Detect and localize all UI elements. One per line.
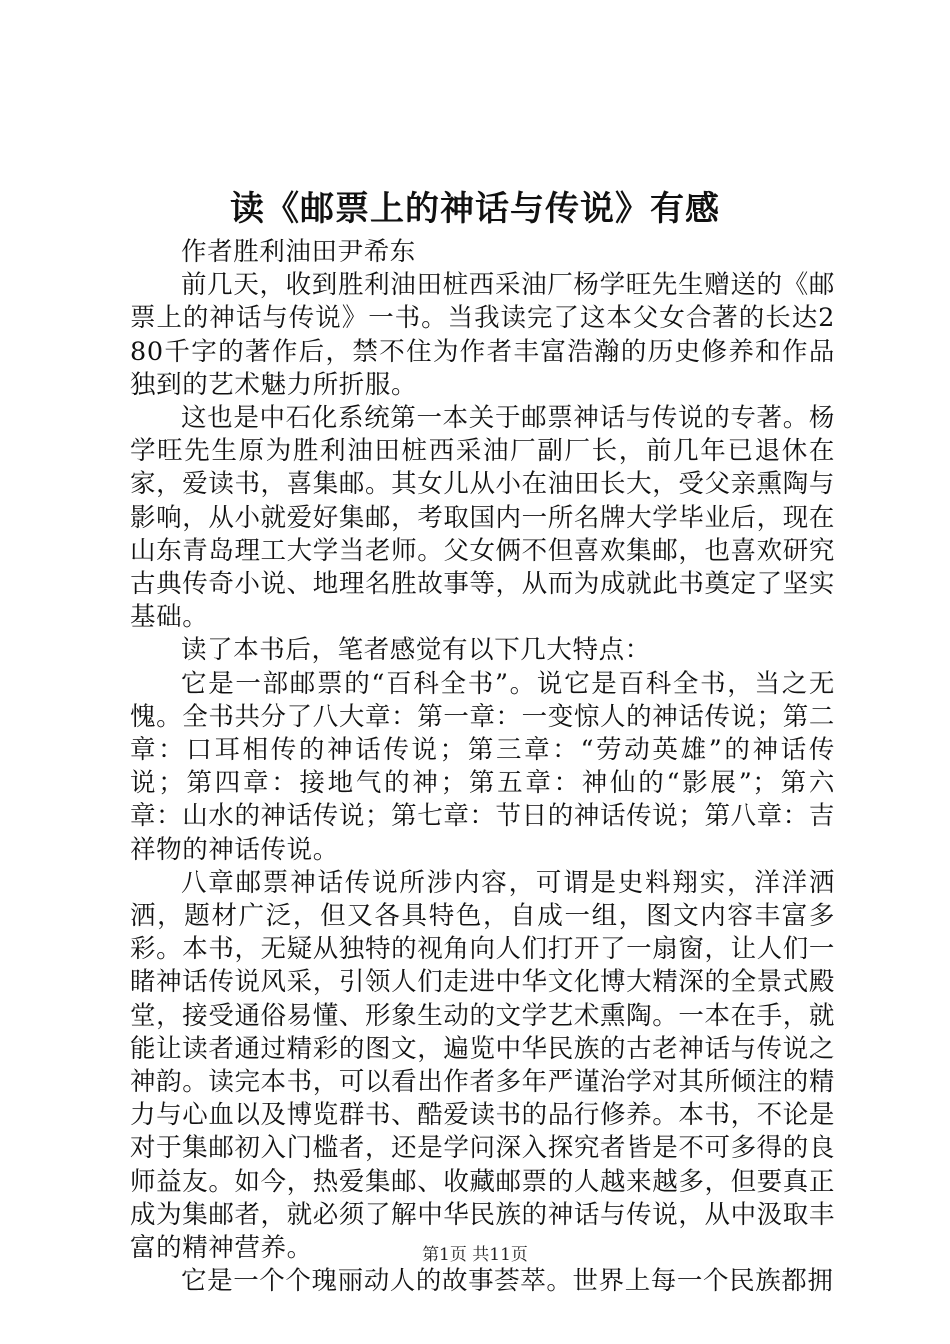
paragraph: 它是一个个瑰丽动人的故事荟萃。世界上每一个民族都拥 <box>181 1266 834 1297</box>
document-title: 读《邮票上的神话与传说》有感 <box>230 189 720 229</box>
paragraph: 读了本书后，笔者感觉有以下几大特点： <box>181 635 651 666</box>
paragraph: 这也是中石化系统第一本关于邮票神话与传说的专著。杨学旺先生原为胜利油田桩西采油厂副厂长，前几年已退休在家，爱读书，喜集邮。其女儿从小在油田长大，受父亲熏陶与影响，从小就爱好集邮，考取国内一所名牌大学毕业后，现在山东青岛理工大学当老师。父女俩不但喜欢集邮，也喜欢研究古典传奇小说、地理名胜故事等，从而为成就此书奠定了坚实基础。 <box>130 403 835 633</box>
paragraph: 八章邮票神话传说所涉内容，可谓是史料翔实，洋洋洒洒，题材广泛，但又各具特色，自成一组，图文内容丰富多彩。本书，无疑从独特的视角向人们打开了一扇窗，让人们一睹神话传说风采，引领人们走进中华文化博大精深的全景式殿堂，接受通俗易懂、形象生动的文学艺术熏陶。一本在手，就能让读者通过精彩的图文，遍览中华民族的古老神话与传说之神韵。读完本书，可以看出作者多年严谨治学对其所倾注的精力与心血以及博览群书、酷爱读书的品行修养。本书，不论是对于集邮初入门槛者，还是学问深入探究者皆是不可多得的良师益友。如今，热爱集邮、收藏邮票的人越来越多，但要真正成为集邮者，就必须了解中华民族的神话与传说，从中汲取丰富的精神营养。 <box>130 867 835 1264</box>
document-body <box>130 236 835 1299</box>
page-footer: 第1页 共11页 <box>422 1245 528 1265</box>
paragraph: 它是一部邮票的“百科全书”。说它是百科全书，当之无愧。全书共分了八大章：第一章：一变惊人的神话传说；第二章：口耳相传的神话传说；第三章：“劳动英雄”的神话传说；第四章：接地气的神；第五章：神仙的“影展”；第六章：山水的神话传说；第七章：节日的神话传说；第八章：吉祥物的神话传说。 <box>130 668 835 865</box>
paragraph: 前几天，收到胜利油田桩西采油厂杨学旺先生赠送的《邮票上的神话与传说》一书。当我读完了这本父女合著的长达280千字的著作后，禁不住为作者丰富浩瀚的历史修养和作品独到的艺术魅力所折服。 <box>130 270 835 400</box>
author-line: 作者胜利油田尹希东 <box>181 237 416 267</box>
